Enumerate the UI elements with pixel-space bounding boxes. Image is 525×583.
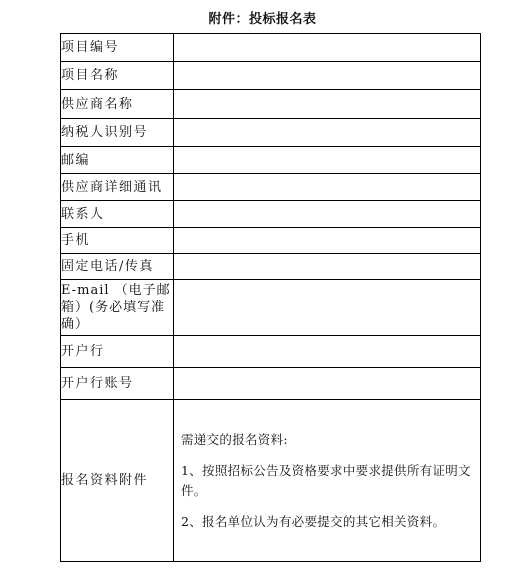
table-row — [61, 147, 481, 174]
table-row — [61, 336, 481, 368]
row-label-taxpayer-id: 纳税人识别号 — [61, 119, 174, 147]
table-row — [61, 400, 481, 562]
attachment-item: 1、按照招标公告及资格要求中要求提供所有证明文件。 — [181, 462, 471, 498]
email-field[interactable] — [174, 280, 481, 336]
postcode-field[interactable] — [174, 147, 481, 174]
attachment-item: 2、报名单位认为有必要提交的其它相关资料。 — [181, 513, 446, 529]
phone-fax-field[interactable] — [174, 254, 481, 280]
row-label-attachment: 报名资料附件 — [61, 400, 174, 562]
project-number-field[interactable] — [174, 34, 481, 62]
taxpayer-id-field[interactable] — [174, 119, 481, 147]
attachment-intro: 需递交的报名资料: — [181, 431, 288, 447]
attachment-field — [174, 400, 481, 562]
table-row — [61, 174, 481, 201]
row-label-bank-account: 开户行账号 — [61, 368, 174, 400]
row-label-mobile: 手机 — [61, 228, 174, 254]
project-name-field[interactable] — [174, 62, 481, 90]
row-label-bank: 开户行 — [61, 336, 174, 368]
table-row — [61, 34, 481, 62]
row-label-supplier-address: 供应商详细通讯 — [61, 174, 174, 201]
table-row — [61, 201, 481, 228]
row-label-project-name: 项目名称 — [61, 62, 174, 90]
mobile-field[interactable] — [174, 228, 481, 254]
row-label-phone-fax: 固定电话/传真 — [61, 254, 174, 280]
row-label-supplier-name: 供应商名称 — [61, 90, 174, 119]
table-row — [61, 280, 481, 336]
table-row — [61, 368, 481, 400]
contact-person-field[interactable] — [174, 201, 481, 228]
row-label-postcode: 邮编 — [61, 147, 174, 174]
supplier-address-field[interactable] — [174, 174, 481, 201]
row-label-project-number: 项目编号 — [61, 34, 174, 62]
attachment-instructions — [174, 430, 480, 532]
supplier-name-field[interactable] — [174, 90, 481, 119]
bank-field[interactable] — [174, 336, 481, 368]
table-row — [61, 119, 481, 147]
table-row — [61, 228, 481, 254]
table-row — [61, 254, 481, 280]
table-row — [61, 90, 481, 119]
row-label-contact-person: 联系人 — [61, 201, 174, 228]
registration-form-table — [60, 33, 481, 562]
bank-account-field[interactable] — [174, 368, 481, 400]
document-title: 附件：投标报名表 — [208, 12, 317, 27]
row-label-email: E-mail （电子邮箱）(务必填写准确） — [61, 280, 174, 336]
table-row — [61, 62, 481, 90]
